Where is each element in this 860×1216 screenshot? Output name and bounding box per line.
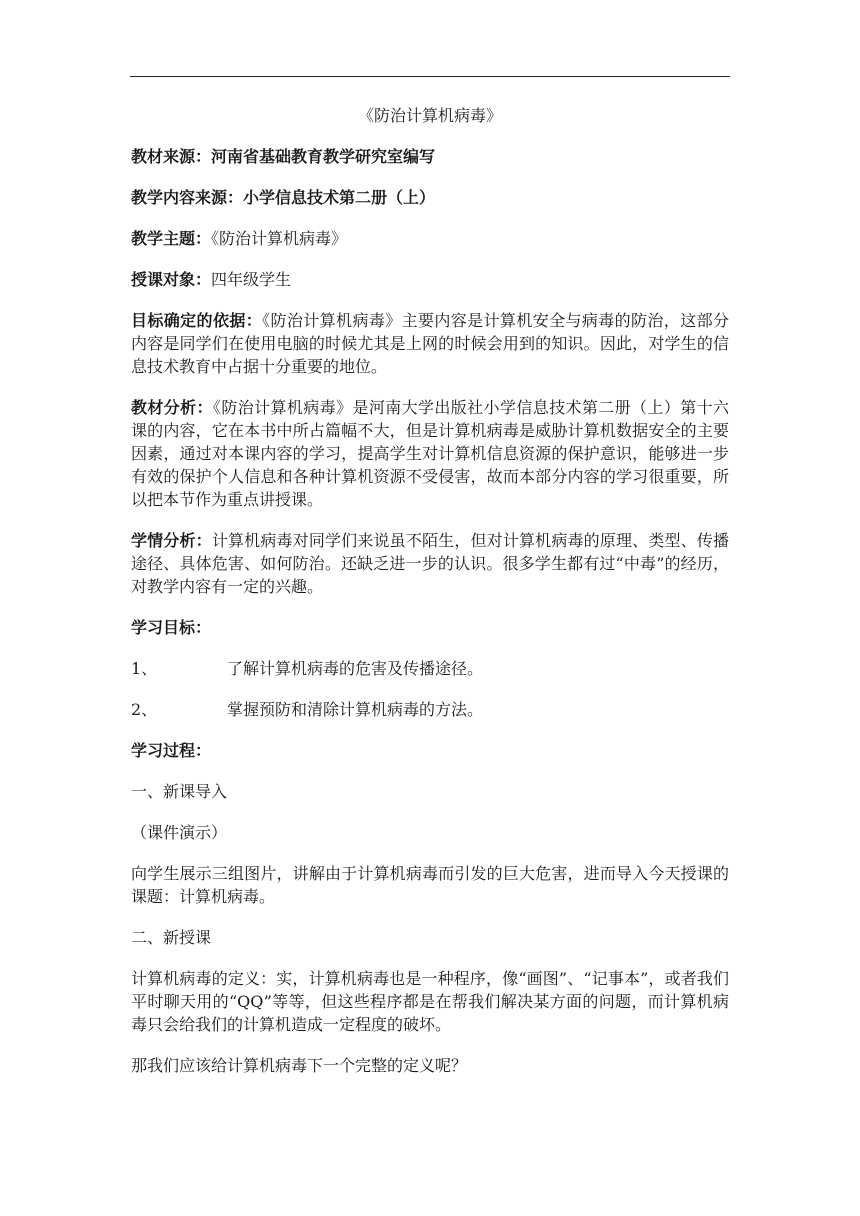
meta-label: 教材来源： [131, 147, 212, 166]
learners-text: 计算机病毒对同学们来说虽不陌生，但对计算机病毒的原理、类型、传播途径、具体危害、如何防治。还缺乏进一步的认识。很多学生都有过“中毒”的经历，对教学内容有一定的兴趣。 [131, 531, 729, 596]
goals-heading: 学习目标： [131, 618, 212, 637]
document-body [131, 104, 729, 1095]
goal-number: 1、 [131, 659, 158, 678]
section-heading-intro: 一、新课导入 [131, 782, 228, 801]
courseware-note: （课件演示） [131, 823, 228, 842]
question-paragraph: 那我们应该给计算机病毒下一个完整的定义呢？ [131, 1056, 468, 1075]
basis-label: 目标确定的依据： [131, 311, 263, 330]
goal-text: 掌握预防和清除计算机病毒的方法。 [227, 700, 484, 719]
learners-paragraph [131, 529, 729, 598]
learners-label: 学情分析： [131, 531, 212, 550]
process-heading: 学习过程： [131, 741, 212, 760]
intro-paragraph: 向学生展示三组图片，讲解由于计算机病毒而引发的巨大危害，进而导入今天授课的课题：计算机病毒。 [131, 864, 729, 906]
document-title: 《防治计算机病毒》 [357, 106, 502, 125]
meta-label: 教学内容来源： [131, 188, 244, 207]
meta-value: 河南省基础教育教学研究室编写 [211, 147, 436, 166]
basis-text: 《防治计算机病毒》主要内容是计算机安全与病毒的防治，这部分内容是同学们在使用电脑的时候尤其是上网的时候会用到的知识。因此，对学生的信息技术教育中占据十分重要的地位。 [131, 311, 729, 376]
meta-label: 授课对象： [131, 270, 212, 289]
meta-content-source [131, 186, 729, 209]
basis-paragraph [131, 309, 729, 378]
analysis-label: 教材分析： [131, 398, 213, 417]
analysis-text: 《防治计算机病毒》是河南大学出版社小学信息技术第二册（上）第十六课的内容，它在本书中所占篇幅不大，但是计算机病毒是威胁计算机数据安全的主要因素，通过对本课内容的学习，提高学生对计算机信息资源的保护意识，能够进一步有效的保护个人信息和各种计算机资源不受侵害，故而本部分内容的学习很重要，所以把本节作为重点讲授课。 [131, 398, 729, 509]
meta-label: 教学主题： [131, 229, 212, 248]
goal-item [131, 698, 729, 721]
meta-topic [131, 227, 729, 250]
meta-source [131, 145, 729, 168]
meta-value: 四年级学生 [211, 270, 292, 289]
header-rule [130, 76, 730, 77]
goal-text: 了解计算机病毒的危害及传播途径。 [227, 659, 484, 678]
goal-number: 2、 [131, 700, 158, 719]
section-heading-new-lesson: 二、新授课 [131, 928, 212, 947]
meta-value: 《防治计算机病毒》 [211, 229, 348, 248]
definition-paragraph: 计算机病毒的定义：实，计算机病毒也是一种程序，像“画图”、“记事本”，或者我们平时聊天用的“QQ”等等，但这些程序都是在帮我们解决某方面的问题，而计算机病毒只会给我们的计算机造成一定程度的破坏。 [131, 969, 729, 1034]
goal-item [131, 657, 729, 680]
meta-value: 小学信息技术第二册（上） [243, 188, 436, 207]
meta-audience [131, 268, 729, 291]
analysis-paragraph [131, 396, 729, 511]
